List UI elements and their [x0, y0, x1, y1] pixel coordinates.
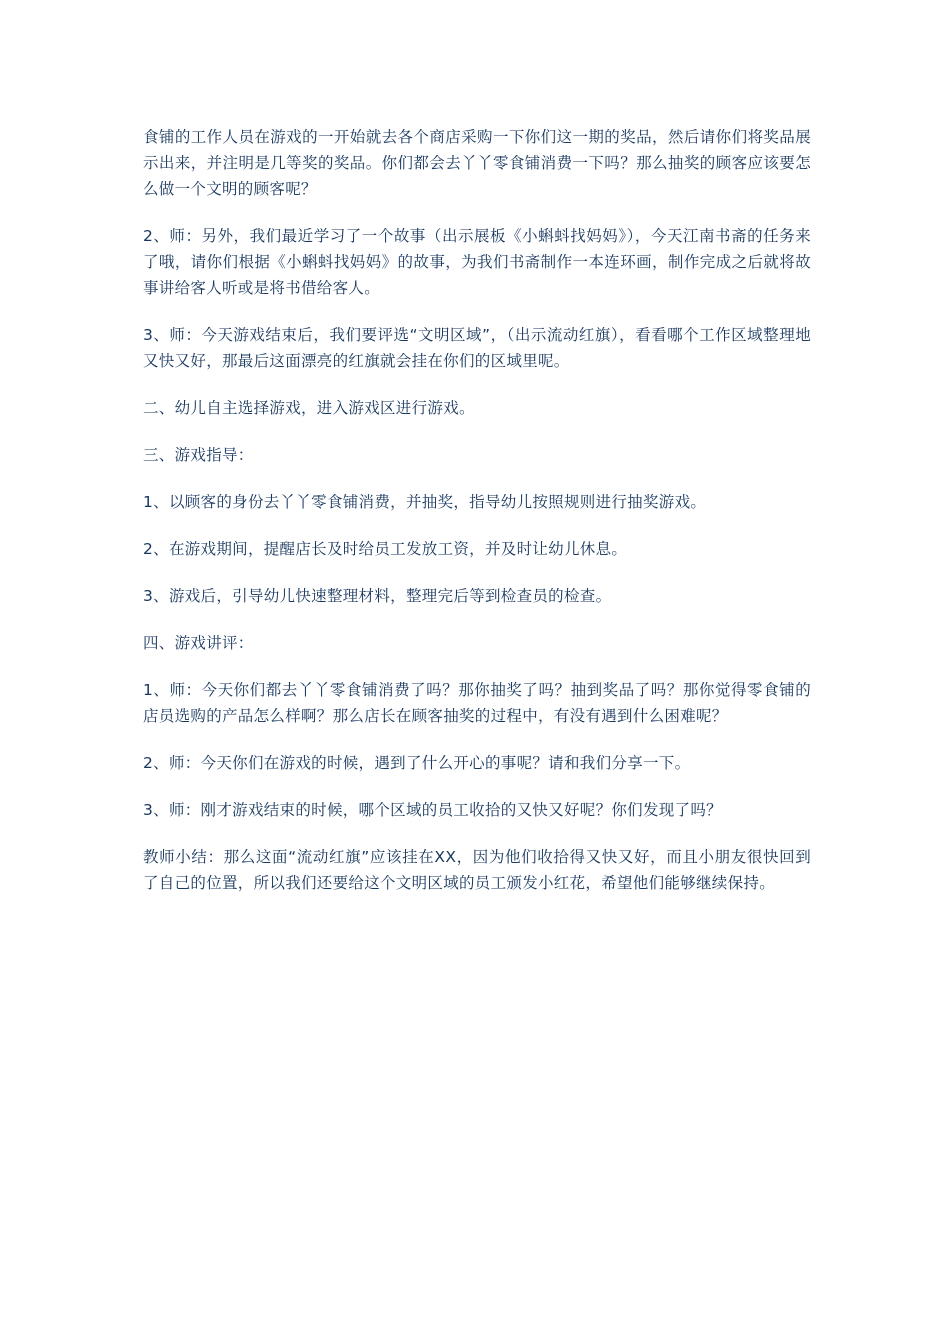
paragraph-red-flag: 3、师：今天游戏结束后，我们要评选“文明区域”，（出示流动红旗），看看哪个工作区域整理地又快又好，那最后这面漂亮的红旗就会挂在你们的区域里呢。 [143, 326, 811, 370]
section-heading-game-review: 四、游戏讲评： [143, 634, 254, 652]
review-item-2: 2、师：今天你们在游戏的时候，遇到了什么开心的事呢？请和我们分享一下。 [143, 754, 691, 772]
guidance-item-3: 3、游戏后，引导幼儿快速整理材料，整理完后等到检查员的检查。 [143, 587, 612, 605]
paragraph-prize-intro: 食铺的工作人员在游戏的一开始就去各个商店采购一下你们这一期的奖品，然后请你们将奖品展示出来，并注明是几等奖的奖品。你们都会去丫丫零食铺消费一下吗？那么抽奖的顾客应该要怎么做一个文明的顾客呢？ [143, 128, 811, 198]
review-item-1: 1、师：今天你们都去丫丫零食铺消费了吗？那你抽奖了吗？抽到奖品了吗？那你觉得零食铺的店员选购的产品怎么样啊？那么店长在顾客抽奖的过程中，有没有遇到什么困难呢？ [143, 681, 811, 725]
teacher-summary: 教师小结：那么这面“流动红旗”应该挂在XX，因为他们收拾得又快又好，而且小朋友很快回到了自己的位置，所以我们还要给这个文明区域的员工颁发小红花，希望他们能够继续保持。 [143, 848, 811, 892]
review-item-3: 3、师：刚才游戏结束的时候，哪个区域的员工收拾的又快又好呢？你们发现了吗？ [143, 801, 722, 819]
guidance-item-2: 2、在游戏期间，提醒店长及时给员工发放工资，并及时让幼儿休息。 [143, 540, 628, 558]
section-heading-game-guidance: 三、游戏指导： [143, 446, 254, 464]
document-body [143, 124, 811, 917]
paragraph-bookstore-task: 2、师：另外，我们最近学习了一个故事（出示展板《小蝌蚪找妈妈》），今天江南书斋的任务来了哦，请你们根据《小蝌蚪找妈妈》的故事，为我们书斋制作一本连环画，制作完成之后就将故事讲给客人听或是将书借给客人。 [143, 227, 811, 297]
guidance-item-1: 1、以顾客的身份去丫丫零食铺消费，并抽奖，指导幼儿按照规则进行抽奖游戏。 [143, 493, 707, 511]
section-heading-free-choice: 二、幼儿自主选择游戏，进入游戏区进行游戏。 [143, 399, 475, 417]
